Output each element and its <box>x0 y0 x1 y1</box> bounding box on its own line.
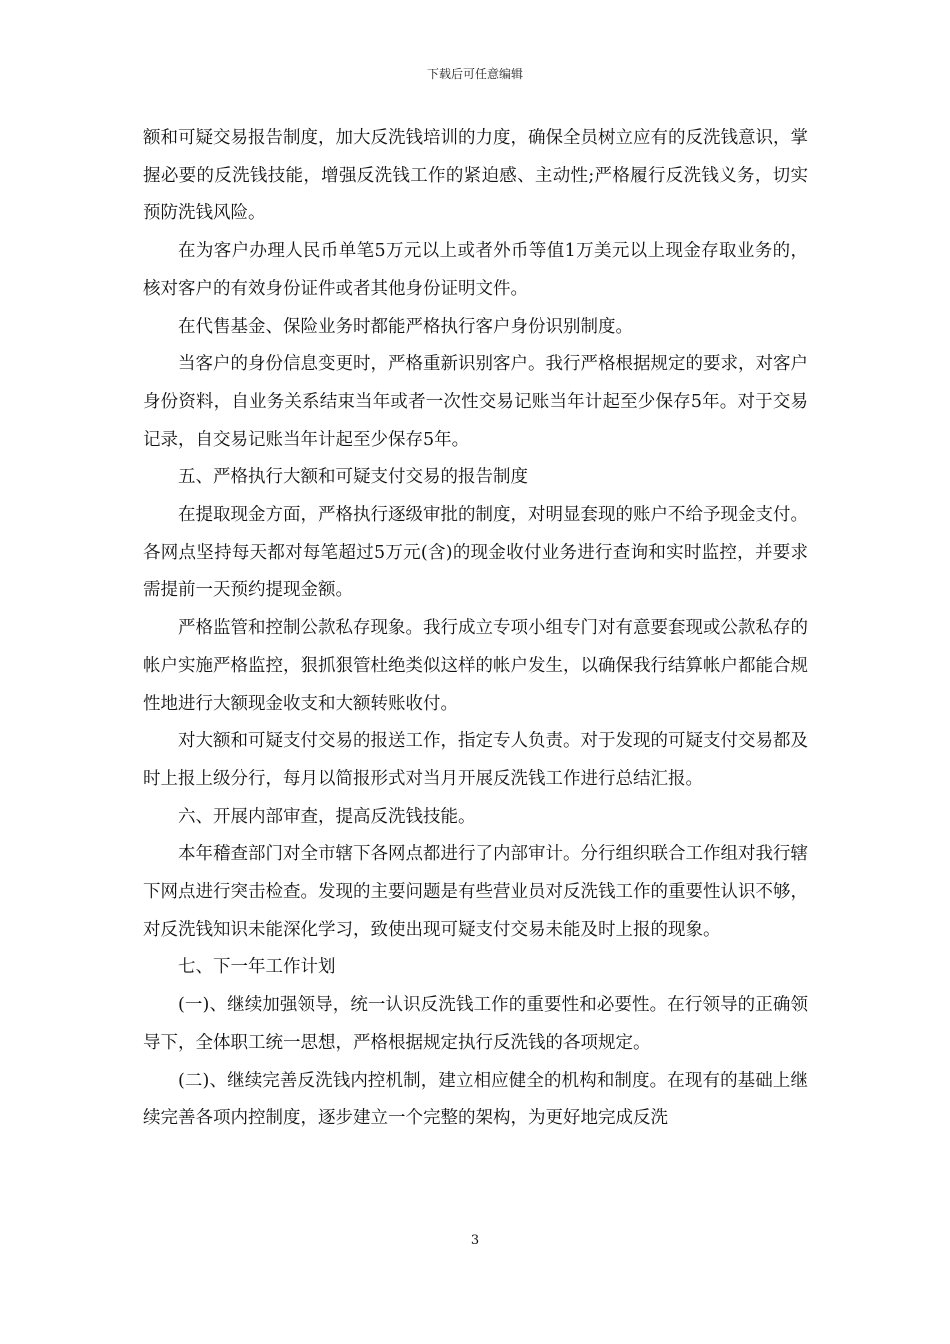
paragraph: 对大额和可疑支付交易的报送工作，指定专人负责。对于发现的可疑支付交易都及时上报上级分行，每月以简报形式对当月开展反洗钱工作进行总结汇报。 <box>143 731 808 789</box>
paragraph: 本年稽查部门对全市辖下各网点都进行了内部审计。分行组织联合工作组对我行辖下网点进行突击检查。发现的主要问题是有些营业员对反洗钱工作的重要性认识不够，对反洗钱知识未能深化学习，致使出现可疑支付交易未能及时上报的现象。 <box>143 844 808 940</box>
section-heading: 六、开展内部审查，提高反洗钱技能。 <box>178 806 476 827</box>
paragraph: (二)、继续完善反洗钱内控机制，建立相应健全的机构和制度。在现有的基础上继续完善各项内控制度，逐步建立一个完整的架构，为更好地完成反洗 <box>143 1070 808 1129</box>
paragraph: (一)、继续加强领导，统一认识反洗钱工作的重要性和必要性。在行领导的正确领导下，全体职工统一思想，严格根据规定执行反洗钱的各项规定。 <box>143 995 808 1053</box>
paragraph: 当客户的身份信息变更时，严格重新识别客户。我行严格根据规定的要求，对客户身份资料，自业务关系结束当年或者一次性交易记账当年计起至少保存5年。对于交易记录，自交易记账当年计起至少保存5年。 <box>143 354 808 450</box>
paragraph: 额和可疑交易报告制度，加大反洗钱培训的力度，确保全员树立应有的反洗钱意识，掌握必要的反洗钱技能，增强反洗钱工作的紧迫感、主动性;严格履行反洗钱义务，切实预防洗钱风险。 <box>143 128 808 224</box>
paragraph: 在代售基金、保险业务时都能严格执行客户身份识别制度。 <box>178 316 633 337</box>
paragraph: 在提取现金方面，严格执行逐级审批的制度，对明显套现的账户不给予现金支付。各网点坚持每天都对每笔超过5万元(含)的现金收付业务进行查询和实时监控，并要求需提前一天预约提现金额。 <box>143 505 808 601</box>
section-heading: 五、严格执行大额和可疑支付交易的报告制度 <box>178 467 528 488</box>
page-number: 3 <box>470 1233 480 1248</box>
section-heading: 七、下一年工作计划 <box>178 957 336 978</box>
page-header: 下载后可任意编辑 <box>426 67 523 81</box>
document-body <box>143 120 808 1138</box>
paragraph: 在为客户办理人民币单笔5万元以上或者外币等值1万美元以上现金存取业务的，核对客户的有效身份证件或者其他身份证明文件。 <box>143 241 808 299</box>
paragraph: 严格监管和控制公款私存现象。我行成立专项小组专门对有意要套现或公款私存的帐户实施严格监控，狠抓狠管杜绝类似这样的帐户发生，以确保我行结算帐户都能合规性地进行大额现金收支和大额转账收付。 <box>143 618 808 714</box>
